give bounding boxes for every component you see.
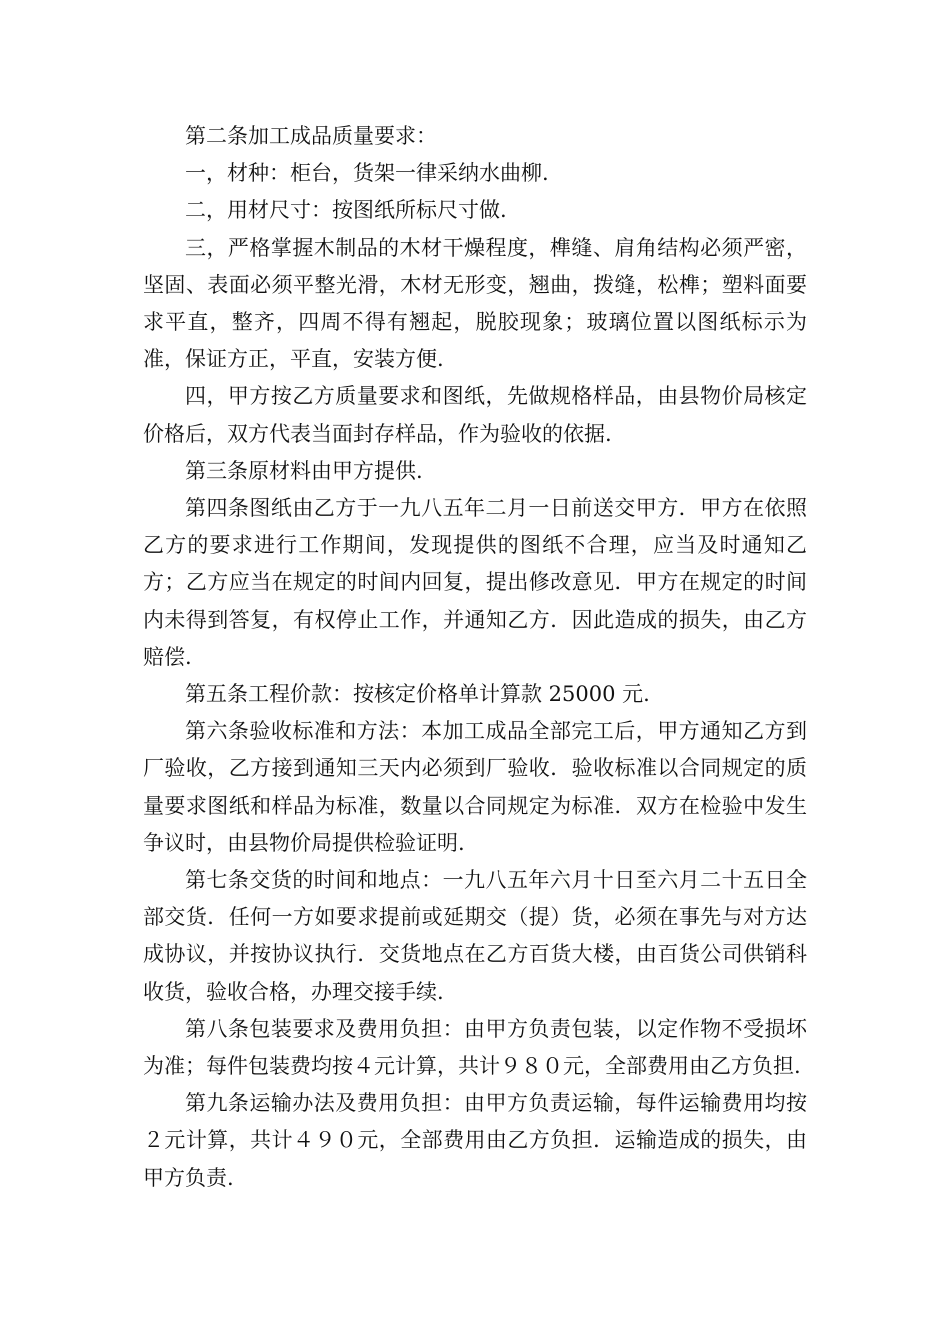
clause-7: 第七条交货的时间和地点：一九八五年六月十日至六月二十五日全部交货．任何一方如要求提前或延期交（提）货，必须在事先与对方达成协议，并按协议执行．交货地点在乙方百货大楼，由百货公司供销科收货，验收合格，办理交接手续. <box>143 868 807 1004</box>
clause-5: 第五条工程价款：按核定价格单计算款 25000 元. <box>185 682 650 707</box>
clause-3: 第三条原材料由甲方提供. <box>185 458 423 483</box>
clause-6: 第六条验收标准和方法：本加工成品全部完工后，甲方通知乙方到厂验收，乙方接到通知三天内必须到厂验收．验收标准以合同规定的质量要求图纸和样品为标准，数量以合同规定为标准．双方在检验中发生争议时，由县物价局提供检验证明. <box>143 719 807 855</box>
clause-2-item-4: 四，甲方按乙方质量要求和图纸，先做规格样品，由县物价局核定价格后，双方代表当面封存样品，作为验收的依据. <box>143 384 807 446</box>
document-body <box>143 118 807 1197</box>
clause-2-item-3: 三，严格掌握木制品的木材干燥程度，榫缝、肩角结构必须严密，坚固、表面必须平整光滑，木材无形变，翘曲，拨缝，松榫；塑料面要求平直，整齐，四周不得有翘起，脱胶现象；玻璃位置以图纸标示为准，保证方正，平直，安装方便. <box>143 235 807 372</box>
clause-2-heading: 第二条加工成品质量要求： <box>185 124 437 148</box>
clause-4: 第四条图纸由乙方于一九八五年二月一日前送交甲方．甲方在依照乙方的要求进行工作期间，发现提供的图纸不合理，应当及时通知乙方；乙方应当在规定的时间内回复，提出修改意见．甲方在规定的时间内未得到答复，有权停止工作，并通知乙方．因此造成的损失，由乙方赔偿. <box>143 496 807 669</box>
clause-8: 第八条包装要求及费用负担：由甲方负责包装，以定作物不受损坏为准；每件包装费均按４元计算，共计９８０元，全部费用由乙方负担. <box>143 1016 807 1079</box>
clause-9: 第九条运输办法及费用负担：由甲方负责运输，每件运输费用均按２元计算，共计４９０元，全部费用由乙方负担．运输造成的损失，由甲方负责. <box>143 1091 807 1190</box>
clause-2-item-1: 一，材种：柜台，货架一律采纳水曲柳. <box>185 161 549 186</box>
clause-2-item-2: 二，用材尺寸：按图纸所标尺寸做. <box>185 198 507 223</box>
